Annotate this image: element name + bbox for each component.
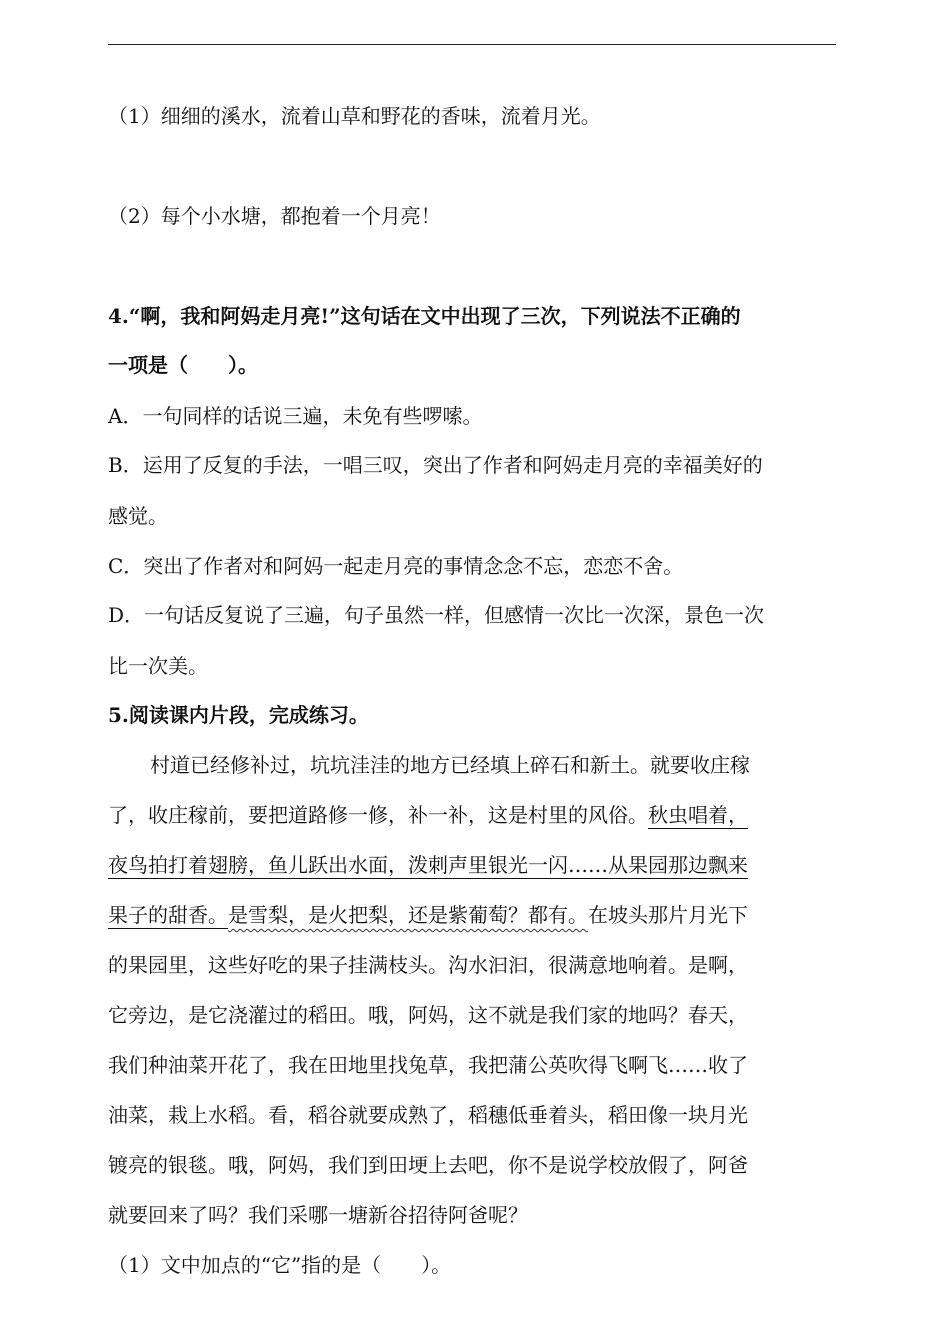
passage-line-2 [108,801,748,829]
passage-line-8: 油菜，栽上水稻。看，稻谷就要成熟了，稻穗低垂着头，稻田像一块月光 [108,1103,748,1127]
q4-stem-line-1: 4.“啊，我和阿妈走月亮!”这句话在文中出现了三次，下列说法不正确的 [108,304,741,328]
q3-item-1: （1）细细的溪水，流着山草和野花的香味，流着月光。 [108,104,601,128]
passage-line-6: 它旁边，是它浇灌过的稻田。哦，阿妈，这不就是我们家的地吗？春天， [108,1003,748,1027]
q4-option-c: C．突出了作者对和阿妈一起走月亮的事情念念不忘，恋恋不舍。 [108,554,684,578]
passage-line-1: 村道已经修补过，坑坑洼洼的地方已经填上碎石和新土。就要收庄稼 [150,753,750,777]
passage-line-4 [108,901,748,929]
header-rule [108,44,836,45]
q4-stem-line-2: 一项是（ ）。 [108,353,258,377]
passage-wavy-underlined-sentence: 是雪梨，是火把梨，还是紫葡萄？都有。 [228,903,588,927]
q3-item-2: （2）每个小水塘，都抱着一个月亮！ [108,204,441,228]
q4-option-a: A．一句同样的话说三遍，未免有些啰嗦。 [108,404,483,428]
passage-line-3 [108,851,748,879]
q5-title: 5.阅读课内片段，完成练习。 [108,703,369,727]
passage-line-9: 镀亮的银毯。哦，阿妈，我们到田埂上去吧，你不是说学校放假了，阿爸 [108,1153,748,1177]
q4-option-d-line-2: 比一次美。 [108,654,208,678]
passage-underlined-sentence-start: 秋虫唱着， [648,803,748,827]
passage-underlined-sentence-end: 果子的甜香。 [108,903,228,927]
passage-underlined-sentence-middle: 夜鸟拍打着翅膀，鱼儿跃出水面，泼刺声里银光一闪……从果园那边飘来 [108,853,748,877]
passage-line-2-text: 了，收庄稼前，要把道路修一修，补一补，这是村里的风俗。 [108,803,648,827]
passage-line-7: 我们种油菜开花了，我在田地里找兔草，我把蒲公英吹得飞啊飞……收了 [108,1053,748,1077]
q4-option-b-line-2: 感觉。 [108,504,168,528]
passage-line-5: 的果园里，这些好吃的果子挂满枝头。沟水汩汩，很满意地响着。是啊， [108,953,748,977]
passage-line-4-text: 在坡头那片月光下 [588,903,748,927]
q5-sub-question-1: （1）文中加点的“它”指的是（ ）。 [108,1253,452,1277]
passage-line-10: 就要回来了吗？我们采哪一塘新谷招待阿爸呢？ [108,1203,528,1227]
q4-option-d-line-1: D．一句话反复说了三遍，句子虽然一样，但感情一次比一次深，景色一次 [108,603,765,627]
q4-option-b-line-1: B．运用了反复的手法，一唱三叹，突出了作者和阿妈走月亮的幸福美好的 [108,453,763,477]
